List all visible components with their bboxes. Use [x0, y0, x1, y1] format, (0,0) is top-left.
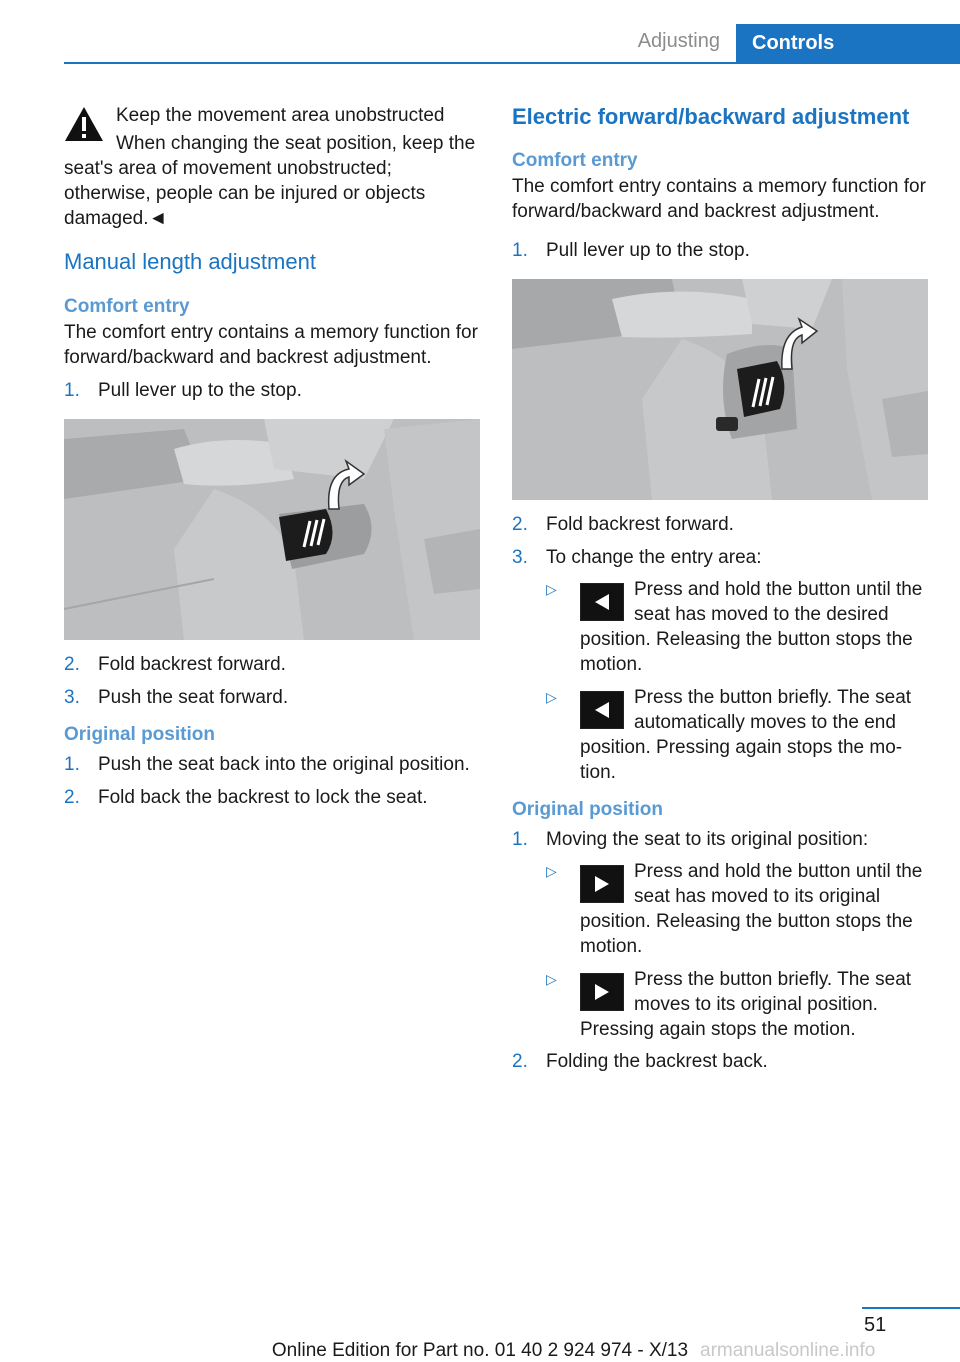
- step-text: Push the seat forward.: [98, 687, 289, 708]
- footer-rule: [862, 1307, 960, 1309]
- list-item: [64, 652, 480, 677]
- list-item: [512, 512, 928, 537]
- step-number: 3.: [64, 687, 80, 708]
- triangle-left-icon: [580, 583, 624, 621]
- step-number: 1.: [512, 829, 528, 850]
- original-position-heading: Original position: [512, 799, 663, 820]
- list-item: [64, 378, 480, 403]
- step-number: 1.: [512, 240, 528, 261]
- right-column: [512, 100, 928, 1074]
- triangle-right-icon: [580, 865, 624, 903]
- header-chapter: Controls: [736, 24, 960, 62]
- left-column: [64, 100, 480, 810]
- sub-list-item: [512, 685, 928, 785]
- warning-title: Keep the movement area unobstructed: [116, 105, 445, 126]
- step-text: Folding the backrest back.: [546, 1051, 768, 1072]
- warning-box: [64, 100, 480, 231]
- step-text: Pull lever up to the stop.: [98, 380, 302, 401]
- original-position-heading: Original position: [64, 724, 215, 745]
- bullet-triangle-icon: ▷: [546, 689, 557, 705]
- bullet-triangle-icon: ▷: [546, 863, 557, 879]
- list-item: [64, 685, 480, 710]
- warning-triangle-icon: [64, 106, 104, 142]
- sub-list-item: [512, 967, 928, 1042]
- seat-illustration: [512, 279, 928, 500]
- step-number: 2.: [512, 514, 528, 535]
- step-text: Moving the seat to its original position:: [546, 829, 869, 850]
- page-header: [64, 24, 960, 64]
- step-number: 2.: [64, 654, 80, 675]
- list-item: [512, 827, 928, 852]
- sub-list-item: [512, 577, 928, 677]
- step-text: Fold backrest forward.: [546, 514, 734, 535]
- sub-text: Press and hold the button until the seat has moved to the desired position. Releasing the button stops the motion.: [580, 579, 923, 675]
- list-item: [512, 1049, 928, 1074]
- edition-text: Online Edition for Part no. 01 40 2 924 974 - X/13: [271, 1340, 689, 1361]
- bullet-triangle-icon: ▷: [546, 971, 557, 987]
- step-text: Push the seat back into the original position.: [98, 754, 470, 775]
- step-text: Fold back the backrest to lock the seat.: [98, 787, 428, 808]
- step-text: Pull lever up to the stop.: [546, 240, 750, 261]
- step-text: Fold backrest forward.: [98, 654, 286, 675]
- seat-illustration: [64, 419, 480, 640]
- list-item: [64, 785, 480, 810]
- step-number: 1.: [64, 380, 80, 401]
- step-number: 3.: [512, 547, 528, 568]
- step-number: 2.: [64, 787, 80, 808]
- list-item: [64, 752, 480, 777]
- watermark: armanualsonline.info: [700, 1340, 876, 1361]
- header-section: Adjusting: [637, 30, 720, 52]
- sub-text: Press the button briefly. The seat automatically moves to the end position. Pressing again stops the motion.: [580, 687, 912, 783]
- comfort-entry-text: The comfort entry contains a memory function for forward/backward and backrest adjustment.: [512, 176, 926, 222]
- manual-length-heading: Manual length adjustment: [64, 249, 316, 274]
- list-item: [512, 545, 928, 570]
- triangle-left-icon: [580, 691, 624, 729]
- page-number: 51: [864, 1314, 887, 1336]
- bullet-triangle-icon: ▷: [546, 581, 557, 597]
- seat-lever-photo: [64, 419, 480, 640]
- comfort-entry-text: The comfort entry contains a memory function for forward/backward and backrest adjustment.: [64, 322, 478, 368]
- step-number: 1.: [64, 754, 80, 775]
- step-text: To change the entry area:: [546, 547, 762, 568]
- comfort-entry-heading: Comfort entry: [64, 296, 190, 317]
- comfort-entry-heading: Comfort entry: [512, 150, 638, 171]
- electric-adjustment-heading: Electric forward/backward adjustment: [512, 104, 910, 129]
- sub-text: Press the button briefly. The seat moves to its original position. Pressing again stops the motion.: [580, 969, 912, 1040]
- triangle-right-icon: [580, 973, 624, 1011]
- list-item: [512, 238, 928, 263]
- warning-body: When changing the seat position, keep the seat's area of movement unobstructed; otherwise, people can be injured or objects damaged.◄: [64, 133, 476, 229]
- sub-text: Press and hold the button until the seat has moved to its original position. Releasing the button stops the motion.: [580, 861, 923, 957]
- seat-button-photo: [512, 279, 928, 500]
- step-number: 2.: [512, 1051, 528, 1072]
- sub-list-item: [512, 859, 928, 959]
